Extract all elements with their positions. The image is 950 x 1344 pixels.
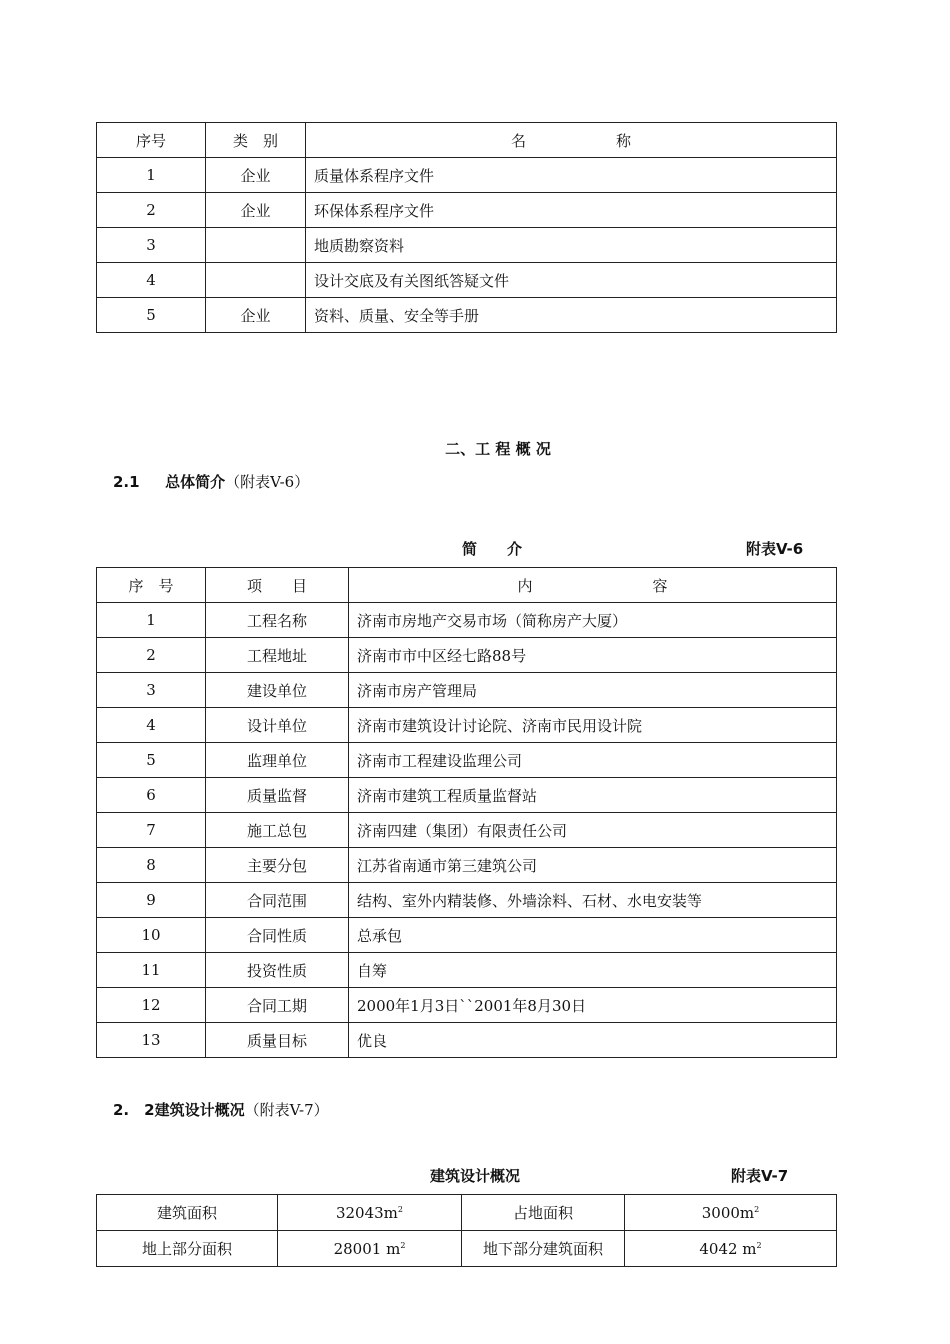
table-cell: 环保体系程序文件: [306, 193, 837, 228]
table-cell: 1: [97, 603, 206, 638]
table-cell: 8: [97, 848, 206, 883]
table-cell: 工程名称: [206, 603, 349, 638]
table-cell: 5: [97, 743, 206, 778]
table-cell: 济南四建（集团）有限责任公司: [349, 813, 837, 848]
intro-ref-text: 附表V-6: [746, 540, 804, 558]
table-cell: 企业: [206, 193, 306, 228]
table-cell: 施工总包: [206, 813, 349, 848]
table-cell: 4: [97, 708, 206, 743]
table-cell: 4: [97, 263, 206, 298]
table-row: [97, 848, 837, 883]
table-cell: [625, 1195, 837, 1231]
table-cell: 企业: [206, 298, 306, 333]
table-row: [97, 1023, 837, 1058]
design-table-ref: [731, 1165, 788, 1186]
table-cell: [97, 1195, 278, 1231]
subsection-2-2-heading: [113, 1099, 329, 1120]
intro-table: [96, 567, 837, 1058]
table-cell: 质量监督: [206, 778, 349, 813]
table-cell: 结构、室外内精装修、外墙涂料、石材、水电安装等: [349, 883, 837, 918]
design-summary-table: [96, 1194, 837, 1267]
table-cell: [278, 1195, 462, 1231]
table-row: [97, 193, 837, 228]
cell-text: 建筑面积: [156, 1204, 217, 1222]
table-cell: 3: [97, 673, 206, 708]
cell-text: 地下部分建筑面积: [482, 1240, 603, 1258]
table-cell: 优良: [349, 1023, 837, 1058]
table-cell: 自筹: [349, 953, 837, 988]
table-cell: [206, 228, 306, 263]
column-header: 序 号: [97, 568, 206, 603]
table-cell: 7: [97, 813, 206, 848]
table-cell: 济南市建筑工程质量监督站: [349, 778, 837, 813]
column-header: 序号: [97, 123, 206, 158]
table-cell: 济南市房地产交易市场（简称房产大厦）: [349, 603, 837, 638]
unit-superscript: 2: [754, 1204, 760, 1214]
column-header: 类 别: [206, 123, 306, 158]
table-cell: [462, 1195, 625, 1231]
design-ref-text: 附表V-7: [731, 1167, 789, 1185]
document-list-table: [96, 122, 837, 333]
table-cell: 6: [97, 778, 206, 813]
table-row: [97, 813, 837, 848]
table-cell: 2000年1月3日``2001年8月30日: [349, 988, 837, 1023]
table-cell: [625, 1231, 837, 1267]
table-cell: 江苏省南通市第三建筑公司: [349, 848, 837, 883]
table-cell: 监理单位: [206, 743, 349, 778]
table-cell: 9: [97, 883, 206, 918]
table-row: [97, 708, 837, 743]
table-cell: 投资性质: [206, 953, 349, 988]
cell-text: 4042 m: [699, 1239, 757, 1258]
table-cell: 2: [97, 193, 206, 228]
table-row: [97, 953, 837, 988]
table-row: [97, 263, 837, 298]
unit-superscript: 2: [756, 1240, 762, 1250]
subsection2-number: 2. 2: [113, 1101, 155, 1119]
table-cell: 11: [97, 953, 206, 988]
table-cell: 资料、质量、安全等手册: [306, 298, 837, 333]
table-cell: 合同性质: [206, 918, 349, 953]
table-cell: 合同范围: [206, 883, 349, 918]
table-cell: [206, 263, 306, 298]
table-cell: 建设单位: [206, 673, 349, 708]
table-row: [97, 778, 837, 813]
subsection-ref: （附表V-6）: [225, 473, 310, 491]
table-header-row: [97, 123, 837, 158]
column-header: 名 称: [306, 123, 837, 158]
table-cell: 1: [97, 158, 206, 193]
table-cell: 济南市市中区经七路88号: [349, 638, 837, 673]
table-cell: 主要分包: [206, 848, 349, 883]
design-caption-text: 建筑设计概况: [430, 1167, 521, 1185]
table-cell: 13: [97, 1023, 206, 1058]
intro-caption-text: 简 介: [462, 540, 523, 558]
column-header: 内 容: [349, 568, 837, 603]
table-cell: 3: [97, 228, 206, 263]
table-cell: 12: [97, 988, 206, 1023]
table-row: [97, 603, 837, 638]
subsection-2-1-heading: [113, 471, 309, 492]
table-row: [97, 638, 837, 673]
table-cell: 质量目标: [206, 1023, 349, 1058]
table-cell: [97, 1231, 278, 1267]
table-row: [97, 743, 837, 778]
table-cell: 济南市建筑设计讨论院、济南市民用设计院: [349, 708, 837, 743]
cell-text: 3000m: [701, 1203, 755, 1222]
cell-text: 占地面积: [512, 1204, 573, 1222]
table-cell: 济南市房产管理局: [349, 673, 837, 708]
intro-table-ref: [746, 538, 803, 559]
table-cell: [278, 1231, 462, 1267]
cell-text: 28001 m: [333, 1239, 401, 1258]
design-table-caption: [430, 1165, 520, 1186]
subsection-title: 总体简介: [165, 473, 226, 491]
table-row: [97, 1231, 837, 1267]
subsection2-title: 建筑设计概况: [154, 1101, 245, 1119]
cell-text: 32043m: [335, 1203, 398, 1222]
subsection2-ref: （附表V-7）: [244, 1101, 329, 1119]
table-cell: 质量体系程序文件: [306, 158, 837, 193]
table-header-row: [97, 568, 837, 603]
table-cell: 10: [97, 918, 206, 953]
section-title-text: 二、工 程 概 况: [445, 440, 551, 458]
table-row: [97, 228, 837, 263]
table-row: [97, 298, 837, 333]
table-row: [97, 1195, 837, 1231]
cell-text: 地上部分面积: [141, 1240, 232, 1258]
subsection-number: 2.1: [113, 473, 140, 491]
column-header: 项 目: [206, 568, 349, 603]
table-row: [97, 988, 837, 1023]
table-cell: 工程地址: [206, 638, 349, 673]
table-cell: 地质勘察资料: [306, 228, 837, 263]
table-row: [97, 673, 837, 708]
table-row: [97, 918, 837, 953]
table-row: [97, 883, 837, 918]
table-cell: 设计单位: [206, 708, 349, 743]
table-cell: 合同工期: [206, 988, 349, 1023]
table-cell: 2: [97, 638, 206, 673]
table-cell: [462, 1231, 625, 1267]
unit-superscript: 2: [397, 1204, 404, 1214]
table-cell: 济南市工程建设监理公司: [349, 743, 837, 778]
table-row: [97, 158, 837, 193]
table-cell: 企业: [206, 158, 306, 193]
unit-superscript: 2: [400, 1240, 406, 1250]
table-cell: 5: [97, 298, 206, 333]
table-cell: 设计交底及有关图纸答疑文件: [306, 263, 837, 298]
intro-table-caption: [462, 538, 522, 559]
section-title: [0, 438, 950, 459]
table-cell: 总承包: [349, 918, 837, 953]
